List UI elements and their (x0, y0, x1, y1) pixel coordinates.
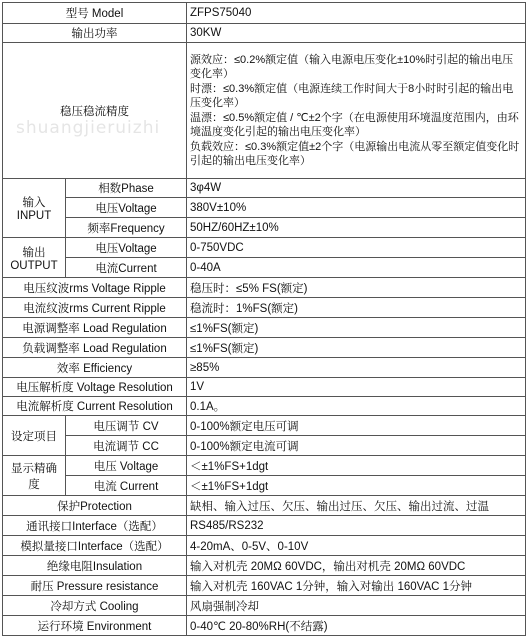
precision-line: 时漂：≤0.3%额定值（电源连续工作时间大于8小时时引起的输出电压变化率） (190, 82, 514, 109)
analog-interface-value: 4-20mA、0-5V、0-10V (187, 536, 526, 556)
output-current-value: 0-40A (187, 258, 526, 278)
pressure-value: 输入对机壳 160VAC 1分钟，输入对输出 160VAC 1分钟 (187, 576, 526, 596)
input-voltage-value: 380V±10% (187, 198, 526, 218)
table-row (3, 298, 526, 318)
environment-label: 运行环境 Environment (3, 616, 187, 636)
input-phase-value: 3φ4W (187, 179, 526, 198)
output-label: 输出 OUTPUT (3, 238, 66, 278)
watermark: shuangjieruizhi (16, 118, 161, 138)
load-regulation-value: ≤1%FS(额定) (187, 338, 526, 358)
voltage-resolution-value: 1V (187, 378, 526, 397)
precision-line: 源效应：≤0.2%额定值（输入电源电压变化±10%时引起的输出电压变化率） (190, 53, 514, 80)
spec-table (2, 2, 526, 636)
line-regulation-value: ≤1%FS(额定) (187, 318, 526, 338)
model-value: ZFPS75040 (187, 3, 526, 24)
input-voltage-label: 电压Voltage (66, 198, 187, 218)
precision-line: 负载效应：≤0.3%额定值±2个字（电源输出电流从零至额定值变化时引起的输出电压变化率） (190, 140, 520, 167)
voltage-resolution-label: 电压解析度 Voltage Resolution (3, 378, 187, 397)
table-row (3, 576, 526, 596)
precision-line: 温漂：≤0.5%额定值 / ℃±2个字（在电源使用环境温度范围内，由环境温度变化引起的输出电压变化率） (190, 111, 519, 138)
voltage-ripple-value: 稳压时：≤5% FS(额定) (187, 278, 526, 298)
table-row (3, 556, 526, 576)
precision-label: 稳压稳流精度 (3, 43, 187, 179)
table-row (3, 416, 526, 436)
input-frequency-label: 频率Frequency (66, 218, 187, 238)
output-current-label: 电流Current (66, 258, 187, 278)
line-regulation-label: 电源调整率 Load Regulation (3, 318, 187, 338)
current-resolution-value: 0.1A。 (187, 397, 526, 416)
table-row (3, 358, 526, 378)
current-ripple-value: 稳流时：1%FS(额定) (187, 298, 526, 318)
input-label: 输入INPUT (3, 179, 66, 238)
voltage-ripple-label: 电压纹波rms Voltage Ripple (3, 278, 187, 298)
pressure-label: 耐压 Pressure resistance (3, 576, 187, 596)
table-row (3, 436, 526, 456)
table-row (3, 516, 526, 536)
comm-interface-label: 通讯接口Interface（选配） (3, 516, 187, 536)
cooling-value: 风扇强制冷却 (187, 596, 526, 616)
display-current-label: 电流 Current (66, 476, 187, 496)
display-current-value: ＜±1%FS+1dgt (187, 476, 526, 496)
input-phase-label: 相数Phase (66, 179, 187, 198)
table-row (3, 496, 526, 516)
display-voltage-value: ＜±1%FS+1dgt (187, 456, 526, 476)
current-resolution-label: 电流解析度 Current Resolution (3, 397, 187, 416)
display-label: 显示精确度 (3, 456, 66, 496)
output-voltage-value: 0-750VDC (187, 238, 526, 258)
table-row (3, 338, 526, 358)
protection-label: 保护Protection (3, 496, 187, 516)
table-row (3, 238, 526, 258)
precision-value (187, 43, 526, 179)
setting-cv-value: 0-100%额定电压可调 (187, 416, 526, 436)
table-row (3, 24, 526, 43)
table-row (3, 397, 526, 416)
efficiency-value: ≥85% (187, 358, 526, 378)
environment-value: 0-40℃ 20-80%RH(不结露) (187, 616, 526, 636)
table-row (3, 456, 526, 476)
input-frequency-value: 50HZ/60HZ±10% (187, 218, 526, 238)
table-row (3, 596, 526, 616)
table-row (3, 378, 526, 397)
insulation-value: 输入对机壳 20MΩ 60VDC，输出对机壳 20MΩ 60VDC (187, 556, 526, 576)
cooling-label: 冷却方式 Cooling (3, 596, 187, 616)
table-row (3, 3, 526, 24)
model-label: 型号 Model (3, 3, 187, 24)
protection-value: 缺相、输入过压、欠压、输出过压、欠压、输出过流、过温 (187, 496, 526, 516)
output-voltage-label: 电压Voltage (66, 238, 187, 258)
table-row (3, 218, 526, 238)
table-row (3, 476, 526, 496)
setting-label: 设定项目 (3, 416, 66, 456)
current-ripple-label: 电流纹波rms Current Ripple (3, 298, 187, 318)
analog-interface-label: 模拟量接口Interface（选配） (3, 536, 187, 556)
table-row (3, 258, 526, 278)
efficiency-label: 效率 Efficiency (3, 358, 187, 378)
display-voltage-label: 电压 Voltage (66, 456, 187, 476)
setting-cv-label: 电压调节 CV (66, 416, 187, 436)
table-row (3, 179, 526, 198)
table-row (3, 318, 526, 338)
table-row (3, 278, 526, 298)
table-row (3, 536, 526, 556)
table-row (3, 198, 526, 218)
table-row (3, 616, 526, 636)
setting-cc-value: 0-100%额定电流可调 (187, 436, 526, 456)
power-value: 30KW (187, 24, 526, 43)
comm-interface-value: RS485/RS232 (187, 516, 526, 536)
load-regulation-label: 负载调整率 Load Regulation (3, 338, 187, 358)
insulation-label: 绝缘电阻Insulation (3, 556, 187, 576)
setting-cc-label: 电流调节 CC (66, 436, 187, 456)
power-label: 输出功率 (3, 24, 187, 43)
table-row (3, 43, 526, 179)
